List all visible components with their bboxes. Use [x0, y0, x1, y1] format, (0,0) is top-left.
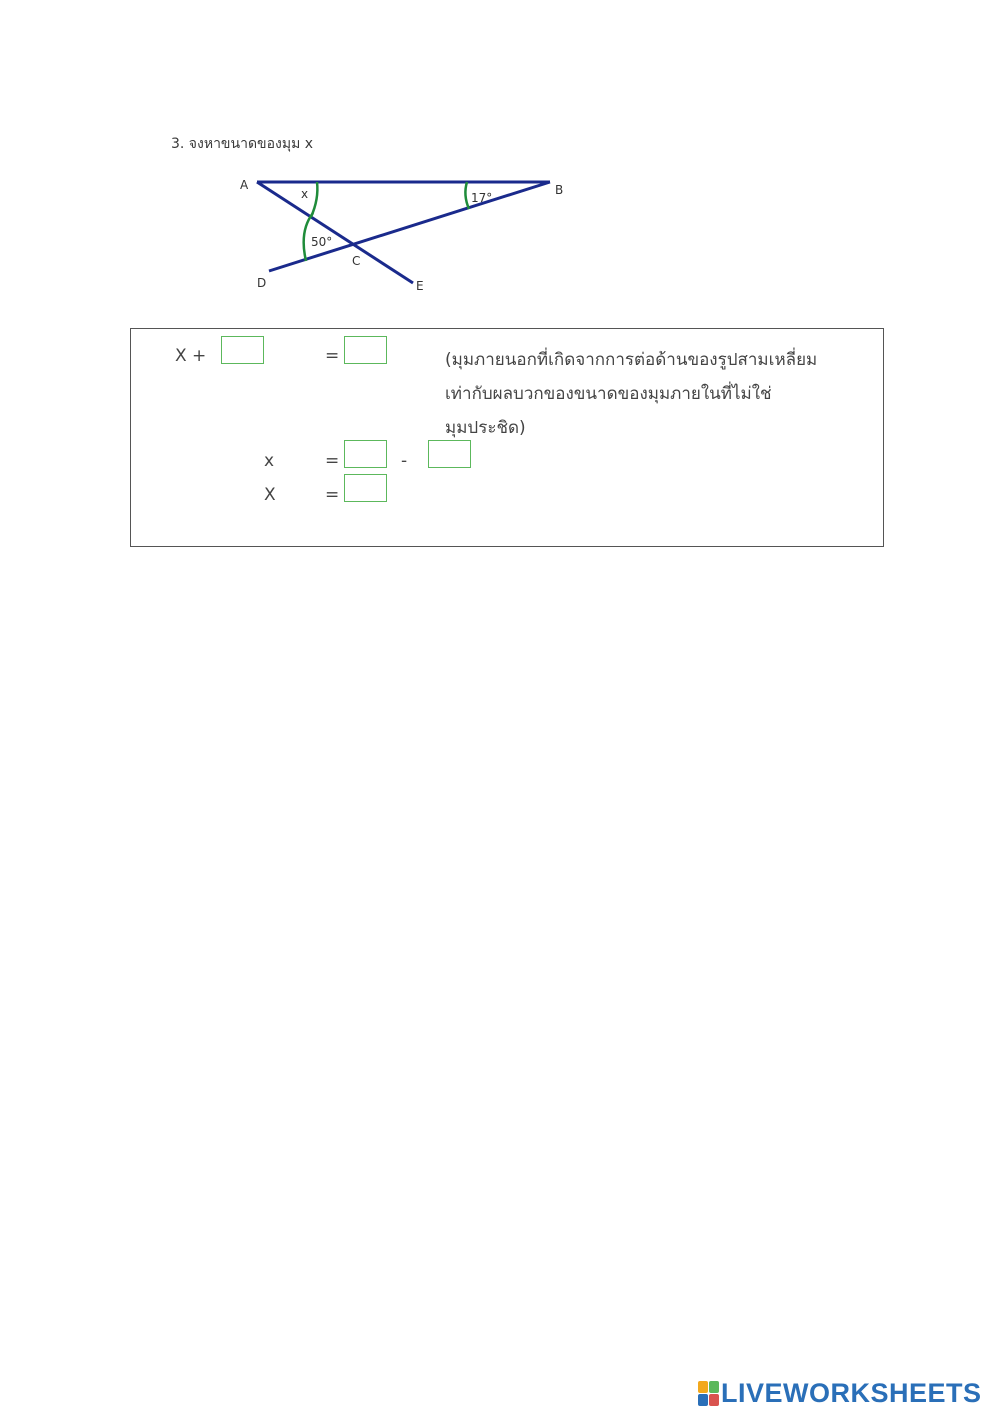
logo-tile: [698, 1381, 708, 1393]
brand-name: LIVEWORKSHEETS: [721, 1377, 982, 1408]
row3-equals: =: [325, 485, 340, 505]
row2-equals: =: [325, 451, 340, 471]
answer-input-subtrahend[interactable]: [428, 440, 471, 468]
answer-input-exterior[interactable]: [344, 336, 387, 364]
angle-label-x: x: [301, 187, 309, 201]
rule-note-line: เท่ากับผลบวกของขนาดของมุมภายในที่ไม่ใช่: [445, 384, 772, 404]
logo-tile: [709, 1394, 719, 1406]
angle-label-50: 50°: [311, 235, 333, 249]
rule-note-line: มุมประชิด): [445, 418, 526, 438]
angle-arc-a: [311, 182, 317, 217]
point-label-e: E: [416, 279, 424, 293]
logo-tile: [698, 1394, 708, 1406]
point-label-b: B: [555, 183, 564, 197]
line-bd: [269, 182, 550, 271]
row2-minus: -: [401, 451, 408, 471]
row2-label: x: [264, 451, 275, 471]
triangle-figure: [235, 165, 585, 300]
logo-mark-icon: [698, 1381, 718, 1405]
liveworksheets-logo: [698, 1378, 982, 1408]
logo-tile: [709, 1381, 719, 1393]
row1-equals: =: [325, 346, 340, 366]
answer-input-minuend[interactable]: [344, 440, 387, 468]
angle-arc-b: [465, 182, 469, 209]
point-label-a: A: [240, 178, 249, 192]
rule-note-line: (มุมภายนอกที่เกิดจากการต่อด้านของรูปสามเหลี่ยม: [445, 350, 818, 370]
answer-input-add[interactable]: [221, 336, 264, 364]
row1-label: X +: [175, 346, 207, 366]
answer-input-result[interactable]: [344, 474, 387, 502]
row3-label: X: [264, 485, 276, 505]
rule-note: [445, 343, 865, 445]
point-label-c: C: [352, 254, 361, 268]
question-title: 3. จงหาขนาดของมุม x: [171, 136, 314, 152]
point-label-d: D: [257, 276, 267, 290]
answer-box: [130, 328, 884, 547]
angle-label-17: 17°: [471, 191, 493, 205]
